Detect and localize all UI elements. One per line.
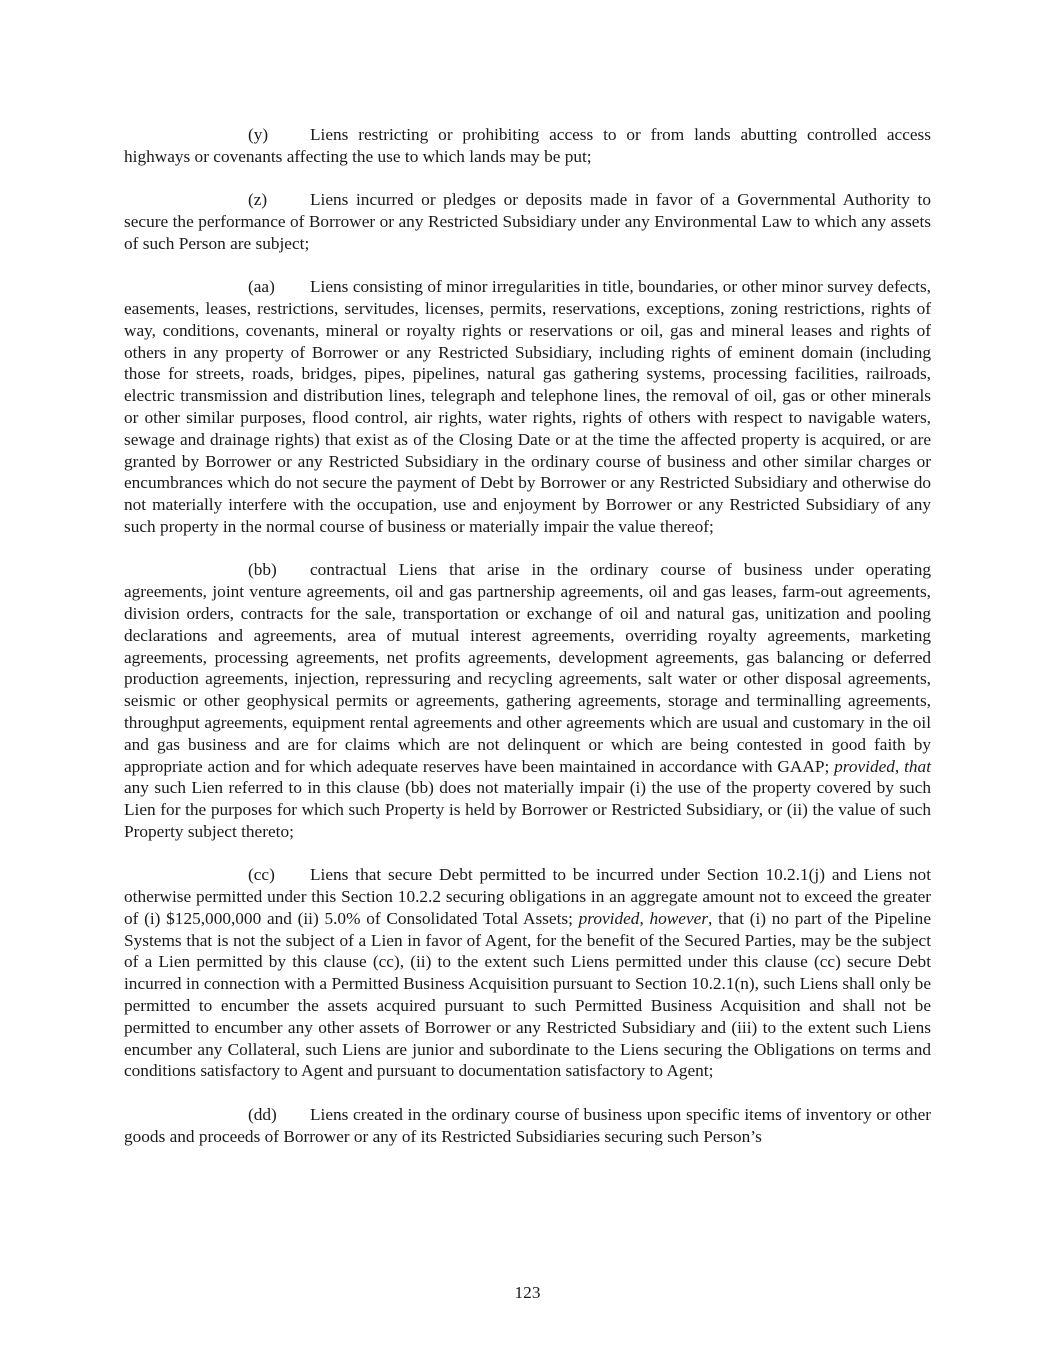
clause-label: (dd) [248,1104,277,1124]
clause-label: (cc) [248,865,275,885]
clause-z [124,189,931,254]
clause-aa [124,276,931,538]
clause-text: Liens incurred or pledges or deposits made in favor of a Governmental Authority to secure the performance of Borrower or any Restricted Subsidiary under any Environmental Law to which any assets of such Person are subject; [124,190,931,253]
clause-text-italic: however [649,908,709,928]
clause-label: (bb) [248,560,277,580]
clause-text: Liens created in the ordinary course of business upon specific items of inventory or other goods and proceeds of Borrower or any of its Restricted Subsidiaries securing such Person’s [124,1104,931,1146]
clause-label: (y) [248,125,269,144]
clause-text: contractual Liens that arise in the ordinary course of business under operating agreements, joint venture agreements, oil and gas partnership agreements, oil and gas leases, farm-out agreements, division orders, contracts for the sale, transportation or exchange of oil and natural gas, unitization and pooling declarations and agreements, area of mutual interest agreements, overriding royalty agreements, marketing agreements, processing agreements, net profits agreements, development agreements, gas balancing or deferred production agreements, injection, repressuring and recycling agreements, salt water or other disposal agreements, seismic or other geophysical permits or agreements, gathering agreements, storage and terminalling agreements, throughput agreements, equipment rental agreements and other agreements which are usual and customary in the oil and gas business and are for claims which are not delinquent or which are being contested in good faith by appropriate action and for which adequate reserves have been maintained in accordance with GAAP; [124,560,931,776]
clause-text-italic: that [904,756,931,776]
clause-dd [124,1104,931,1148]
clause-text: , [894,756,905,776]
clause-text: Liens that secure Debt permitted to be incurred under Section 10.2.1(j) and Liens not otherwise permitted under this Section 10.2.2 securing obligations in an aggregate amount not to exceed the greater of (i) $125,000,000 and (ii) 5.0% of Consolidated Total Assets; [124,865,931,928]
clause-text: Liens restricting or prohibiting access to or from lands abutting controlled access highways or covenants affecting the use to which lands may be put; [124,125,931,166]
clause-text: any such Lien referred to in this clause (bb) does not materially impair (i) the use of the property covered by such Lien for the purposes for which such Property is held by Borrower or Restricted Subsidiary, or (ii) the value of such Property subject thereto; [124,778,931,841]
clause-text-italic: provided [578,908,640,928]
clause-text: , that (i) no part of the Pipeline Systems that is not the subject of a Lien in favor of Agent, for the benefit of the Secured Parties, may be the subject of a Lien permitted by this clause (cc), (ii) to the extent such Liens permitted under this clause (cc) secure Debt incurred in connection with a Permitted Business Acquisition pursuant to Section 10.2.1(n), such Liens shall only be permitted to encumber the assets acquired pursuant to such Permitted Business Acquisition and shall not be permitted to encumber any other assets of Borrower or any Restricted Subsidiary and (iii) to the extent such Liens encumber any Collateral, such Liens are junior and subordinate to the Liens securing the Obligations on terms and conditions satisfactory to Agent and pursuant to documentation satisfactory to Agent; [124,908,931,1081]
clause-text: , [639,908,650,928]
clause-label: (z) [248,190,268,210]
clause-bb [124,559,931,842]
document-page [124,124,931,1169]
clause-text-italic: provided [834,756,895,776]
page-number: 123 [514,1283,541,1302]
clause-y [124,124,931,168]
clause-text: Liens consisting of minor irregularities in title, boundaries, or other minor survey defects, easements, leases, restrictions, servitudes, licenses, permits, reservations, exceptions, zoning restrictions, rights of way, conditions, covenants, mineral or royalty rights or reservations or oil, gas and mineral leases and rights of others in any property of Borrower or any Restricted Subsidiary, including rights of eminent domain (including those for streets, roads, bridges, pipes, pipelines, natural gas gathering systems, processing facilities, railroads, electric transmission and distribution lines, telegraph and telephone lines, the removal of oil, gas or other minerals or other similar purposes, flood control, air rights, water rights, rights of others with respect to navigable waters, sewage and drainage rights) that exist as of the Closing Date or at the time the affected property is acquired, or are granted by Borrower or any Restricted Subsidiary in the ordinary course of business and other similar charges or encumbrances which do not secure the payment of Debt by Borrower or any Restricted Subsidiary and otherwise do not materially interfere with the occupation, use and enjoyment by Borrower or any Restricted Subsidiary of any such property in the normal course of business or materially impair the value thereof; [124,277,931,536]
clause-label: (aa) [248,277,275,297]
clause-cc [124,864,931,1082]
